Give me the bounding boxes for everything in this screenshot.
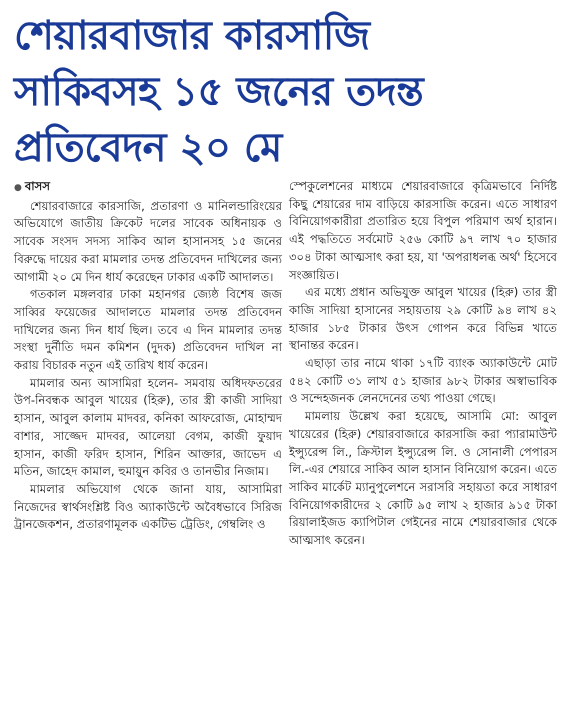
byline xyxy=(14,178,282,198)
paragraph: মামলায় উল্লেখ করা হয়েছে, আসামি মো: আবুল খায়েরের (হিরু) শেয়ারবাজারে কারসাজি করা প্যারামাউন্ট ইন্স্যুরেন্স লি., ক্রিস্টাল ইন্স্যুরেন্স লি. ও সোনালী পেপারস লি.-এর শেয়ারে সাকিব আল হাসান বিনিয়োগ করেন। এতে সাকিব মার্কেট ম্যানুপুলেশনে সরাসরি সহায়তা করে সাধারণ বিনিয়োগকারীদের ২ কোটি ৯৫ লাখ ২ হাজার ৯১৫ টাকা রিয়ালাইজড ক্যাপিটাল গেইনের নামে শেয়ারবাজার থেকে আত্মসাৎ করেন। xyxy=(289,409,557,548)
headline-line-1: শেয়ারবাজার কারসাজি xyxy=(14,13,370,59)
paragraph: স্পেকুলেশনের মাধ্যমে শেয়ারবাজারে কৃত্রিমভাবে নির্দিষ্ট কিছু শেয়ারের দাম বাড়িয়ে কারসাজি করেন। এতে সাধারণ বিনিয়োগকারীরা প্রতারিত হয়ে বিপুল পরিমাণ অর্থ হারান। এই পদ্ধতিতে সর্বমোট ২৫৬ কোটি ৯৭ লাখ ৭০ হাজার ৩০৪ টাকা আত্মসাৎ করা হয়, যা 'অপরাধলব্ধ অর্থ' হিসেবে সংজ্ঞায়িত। xyxy=(289,179,557,282)
article-headline xyxy=(14,8,562,176)
bullet-icon: ● xyxy=(14,183,22,193)
article-column-right xyxy=(289,178,557,550)
paragraph: মামলার অন্য আসামিরা হলেন- সমবায় অধিদফতরের উপ-নিবন্ধক আবুল খায়ের (হিরু), তার স্ত্রী কাজী সাদিয়া হাসান, আবুল কালাম মাদবর, কনিকা আফরোজ, মোহাম্মদ বাশার, সাজ্জেদ মাদবর, আলেয়া বেগম, কাজী ফুয়াদ হাসান, কাজী ফরিদ হাসান, শিরিন আক্তার, জাভেদ এ মতিন, জাহেদ কামাল, হুমায়ুন কবির ও তানভীর নিজাম। xyxy=(14,375,282,479)
paragraph: মামলার অভিযোগ থেকে জানা যায়, আসামিরা নিজেদের স্বার্থসংশ্লিষ্ট বিও অ্যাকাউন্টে অবৈধভাবে সিরিজ ট্রানজেকশন, প্রতারণামূলক একটিভ ট্রেডিং, গেম্বলিং ও xyxy=(14,481,282,532)
article-column-left xyxy=(14,178,282,534)
headline-line-2: সাকিবসহ ১৫ জনের তদন্ত xyxy=(14,69,424,115)
paragraph: গতকাল মঙ্গলবার ঢাকা মহানগর জ্যেষ্ঠ বিশেষ জজ সাব্বির ফয়েজের আদালতে মামলার তদন্ত প্রতিবেদন দাখিলের জন্য দিন ধার্য ছিল। তবে এ দিন মামলার তদন্ত সংস্থা দুর্নীতি দমন কমিশন (দুদক) প্রতিবেদন দাখিল না করায় বিচারক নতুন এই তারিখ ধার্য করেন। xyxy=(14,287,282,373)
byline-source: বাসস xyxy=(24,179,50,193)
paragraph: শেয়ারবাজারে কারসাজি, প্রতারণা ও মানিলন্ডারিংয়ের অভিযোগে জাতীয় ক্রিকেট দলের সাবেক অধিনায়ক ও সাবেক সংসদ সদস্য সাকিব আল হাসানসহ ১৫ জনের বিরুদ্ধে দায়ের করা মামলার তদন্ত প্রতিবেদন দাখিলের জন্য আগামী ২০ মে দিন ধার্য করেছেন ঢাকার একটি আদালত। xyxy=(14,198,282,284)
headline-line-3: প্রতিবেদন ২০ মে xyxy=(14,125,282,171)
paragraph: এর মধ্যে প্রধান অভিযুক্ত আবুল খায়ের (হিরু) তার স্ত্রী কাজি সাদিয়া হাসানের সহায়তায় ২৯ কোটি ৯৪ লাখ ৪২ হাজার ১৮৫ টাকার উৎস গোপন করে বিভিন্ন খাতে স্থানান্তর করেন। xyxy=(289,285,557,353)
paragraph: এছাড়া তার নামে থাকা ১৭টি ব্যাংক অ্যাকাউন্টে মোট ৫৪২ কোটি ৩১ লাখ ৫১ হাজার ৯৮২ টাকার অস্বাভাবিক ও সন্দেহজনক লেনদেনের তথ্য পাওয়া গেছে। xyxy=(289,356,557,406)
